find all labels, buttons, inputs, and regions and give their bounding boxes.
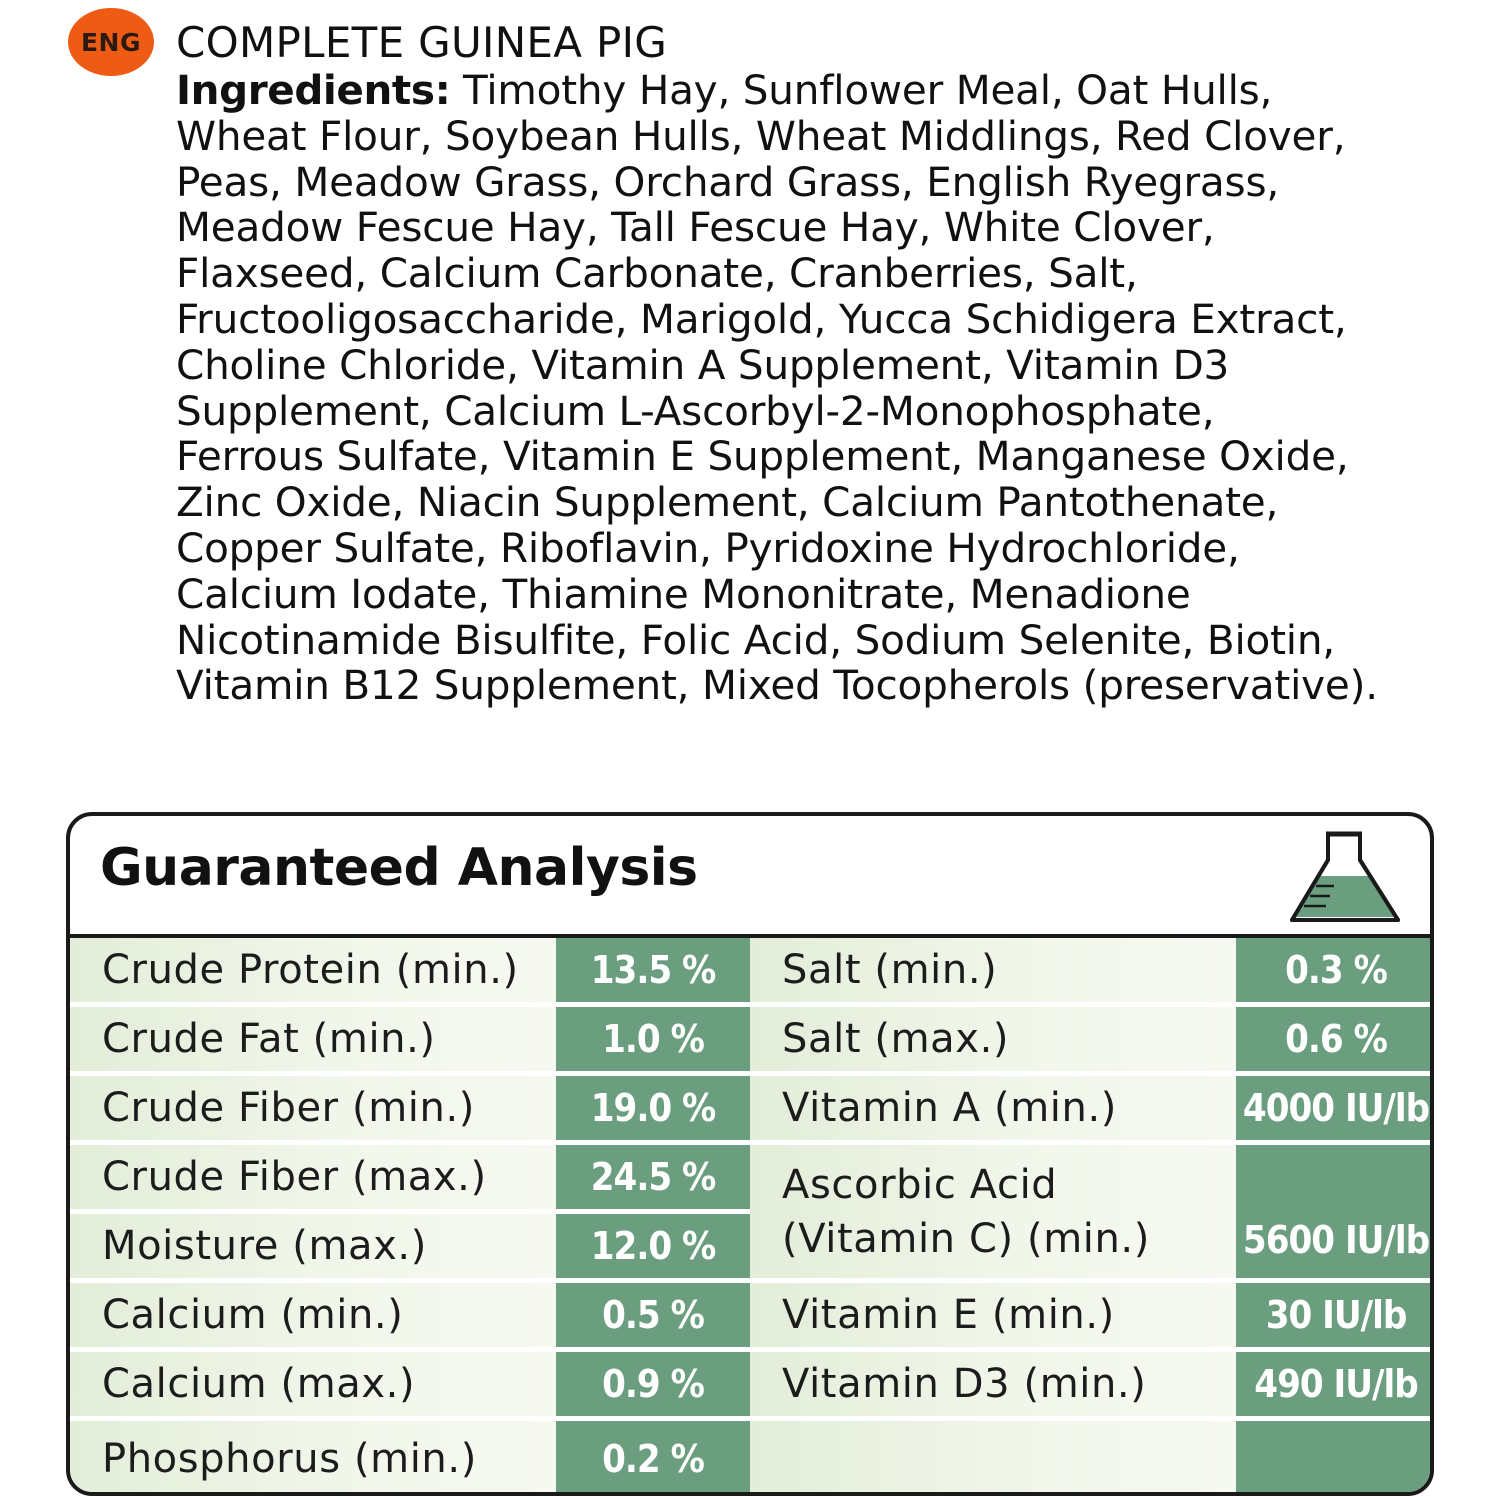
panel-title: Guaranteed Analysis [100, 838, 698, 898]
analysis-value: 0.5 % [556, 1283, 750, 1347]
analysis-label-multiline [750, 1145, 1236, 1278]
analysis-empty-cell [750, 1421, 1236, 1496]
ingredients-line: Supplement, Calcium L-Ascorbyl-2-Monophosphate, [176, 386, 1215, 435]
ingredients-text [176, 68, 1456, 709]
analysis-label: Phosphorus (min.) [70, 1421, 556, 1496]
analysis-label: Vitamin A (min.) [750, 1076, 1236, 1140]
ingredients-line: Nicotinamide Bisulfite, Folic Acid, Sodium Selenite, Biotin, [176, 615, 1335, 664]
analysis-label: Salt (min.) [750, 938, 1236, 1002]
ingredients-line: Flaxseed, Calcium Carbonate, Cranberries, Salt, [176, 249, 1138, 298]
analysis-label: Calcium (max.) [70, 1352, 556, 1416]
analysis-value: 30 IU/lb [1236, 1283, 1434, 1347]
ingredients-line: Fructooligosaccharide, Marigold, Yucca Schidigera Extract, [176, 294, 1347, 343]
analysis-label: Crude Fiber (max.) [70, 1145, 556, 1209]
ingredients-line: Copper Sulfate, Riboflavin, Pyridoxine Hydrochloride, [176, 523, 1240, 572]
analysis-label: Vitamin E (min.) [750, 1283, 1236, 1347]
analysis-value: 24.5 % [556, 1145, 750, 1209]
panel-header [70, 816, 1430, 936]
row-divider [70, 1416, 1434, 1421]
analysis-value: 4000 IU/lb [1236, 1076, 1434, 1140]
ingredients-label: Ingredients: [176, 66, 451, 114]
analysis-label: Calcium (min.) [70, 1283, 556, 1347]
analysis-label: Crude Fat (min.) [70, 1007, 556, 1071]
row-divider [70, 1002, 1434, 1007]
analysis-label-line: Ascorbic Acid [782, 1161, 1058, 1208]
ingredients-line: Choline Chloride, Vitamin A Supplement, Vitamin D3 [176, 340, 1230, 389]
language-badge: ENG [68, 8, 154, 76]
analysis-label: Vitamin D3 (min.) [750, 1352, 1236, 1416]
ingredients-line: Zinc Oxide, Niacin Supplement, Calcium Pantothenate, [176, 478, 1279, 527]
analysis-value: 0.9 % [556, 1352, 750, 1416]
product-title: COMPLETE GUINEA PIG [176, 18, 668, 67]
row-divider [70, 1209, 750, 1214]
row-divider [70, 1071, 1434, 1076]
row-divider [70, 1140, 1434, 1145]
ingredients-line: Ferrous Sulfate, Vitamin E Supplement, Manganese Oxide, [176, 432, 1349, 481]
analysis-label: Crude Protein (min.) [70, 938, 556, 1002]
analysis-value: 5600 IU/lb [1236, 1145, 1434, 1278]
analysis-value: 0.6 % [1236, 1007, 1434, 1071]
analysis-empty-value [1236, 1421, 1434, 1496]
analysis-value: 13.5 % [556, 938, 750, 1002]
ingredients-line: Peas, Meadow Grass, Orchard Grass, English Ryegrass, [176, 157, 1280, 206]
analysis-value: 490 IU/lb [1236, 1352, 1434, 1416]
analysis-label-line: (Vitamin C) (min.) [782, 1215, 1150, 1262]
analysis-value: 19.0 % [556, 1076, 750, 1140]
ingredients-line: Vitamin B12 Supplement, Mixed Tocopherols (preservative). [176, 661, 1378, 710]
analysis-label: Crude Fiber (min.) [70, 1076, 556, 1140]
row-divider [70, 1347, 1434, 1352]
ingredients-line: Wheat Flour, Soybean Hulls, Wheat Middlings, Red Clover, [176, 111, 1346, 160]
analysis-label: Salt (max.) [750, 1007, 1236, 1071]
guaranteed-analysis-panel [66, 812, 1434, 1496]
ingredients-line-text: Timothy Hay, Sunflower Meal, Oat Hulls, [450, 66, 1273, 114]
analysis-label: Moisture (max.) [70, 1214, 556, 1278]
analysis-value: 0.3 % [1236, 938, 1434, 1002]
ingredients-line: Calcium Iodate, Thiamine Mononitrate, Menadione [176, 569, 1191, 618]
row-divider [70, 1278, 1434, 1283]
ingredients-line [176, 68, 1456, 114]
analysis-value: 0.2 % [556, 1421, 750, 1496]
flask-icon [1286, 830, 1404, 926]
analysis-value: 1.0 % [556, 1007, 750, 1071]
analysis-value: 12.0 % [556, 1214, 750, 1278]
ingredients-line: Meadow Fescue Hay, Tall Fescue Hay, White Clover, [176, 203, 1215, 252]
